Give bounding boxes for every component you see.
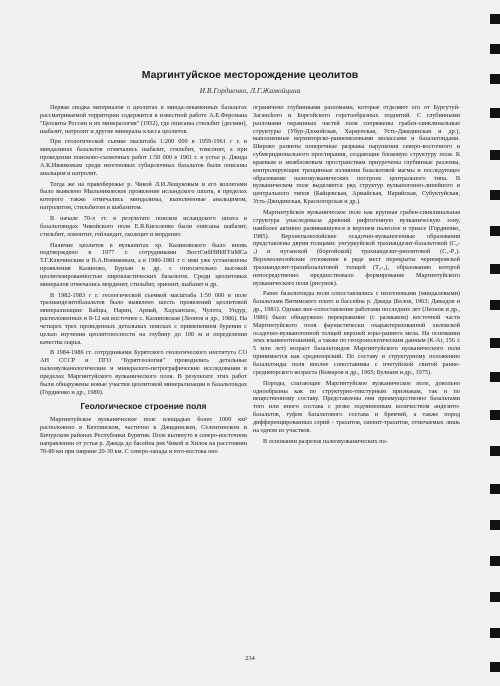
left-column [40,104,247,649]
paragraph: Тогда же на правобережье р. Чикой Л.И.Лещуковым и его коллегами было выявлено Мыльниковское проявление исландского шпата, в пределах которого также отмечались миндалины, выполненные анальцимом, натролитом, стильбитом и шабазитом. [40,180,247,212]
paragraph: Ранее базальтоиды поля сопоставлялись с неогеновыми (миндалевыми) базальтами Витимского плато и бассейна р. Джида (Белов, 1963; Давыдов и др., 1981). Однако вне-сопоставление работами последних лет (Леонов и др., 1986) было обнаружено перекрывание (с размывом) восточной части Маргинтуйского поля фаунистически охарактеризованной хилокской осадочно-вулканогенной толщей верхней юры-раннего мела. На основании этих взаимоотношений, а также по геохронологическим данным (K-Ar, 156 ± 5 млн лет) возраст базальтоидов Маргинтуйского вулканического поля принимается как среднеюрский. По составу и структурному положению базальтоиды поля вполне сопоставимы с ичетуйской свитой ранне-среднеюрского возраста (Комаров и др., 1965; Булнаев и др., 1975). [253,290,460,376]
paragraph: При геологической съемке масштаба 1:200 000 в 1959-1961 г г. в миндалинах базальтов отмечались шабазит, стильбит, томсонит, а при проведении поисково-съемочных работ 1:50 000 в 1961 г. в устье р. Джида А.К.Иванковым среди неогеновых субщелочных базальтов были описаны анальцим и натролит. [40,138,247,177]
article-authors: И.В.Гордиенко, Л.Г.Жамойцина [199,86,301,95]
paragraph: Маргинтуйское вулканическое поле площадью более 1000 км² расположено в Кяхтинском, частично в Джидинском, Селенгинском и Бичурском районах Республики Бурятия. Поле вытянуто в северо-восточном направлении от устья р. Джида до басейна рек Чикой и Хилок на расстоянии 70-80 км при ширине 20-30 км. С северо-запада и юго-востока оно [40,416,247,455]
edge-marks [488,0,500,686]
paragraph: Породы, слагающие Маргинтуйское вулканическое поле, довольно однообразны как по структурно-текстурным признакам, так и по вещественному составу. Представлены они преимущественно базальтами того или иного состава с резко подчиненным количеством андезито-базальтов, туфов базальтового состава и брекчий, а также пород дифференцированных серий - трахитов, сиенит-трахитов, отмечаемых лишь на одном из участков. [253,379,460,434]
section-heading: Геологическое строение поля [80,400,207,411]
paragraph: ограничено глубинными разломами, которые отделяют его от Бургутуй-Загансkого и Боргойского горстообразных поднятий. С глубинными разломами окраинных частей поля сопряжены грабен-синклинальные структуры (Убур-Дзокойская, Хараунская, Усть-Джидинская и др.), выполненные верхнеюрско-раннемеловыми молассами и базальтоидами. Широко развиты поперечные разрывы нарушения северо-восточного и субмеридионального простирания, создающие блоковую структуру поля. К краевым и межблоковым пространствам приурочены глубинные разломы, контролирующие трещинные излияния базальтовой магмы и последующее образование палеовулканических построек центрального типа. В вулканическом поле выделяется ряд структур вулканогенно-линейного и центрального типов (Байцевская, Армайская, Нарийская, Субуктуйская, Усть-Джидинская, Красногорская и др.). [253,104,460,206]
paragraph: В начале 70-х гг. в результате поисков исландского шпата в базальтовидах Чикойского поля Е.Я.Киселенко были описаны шабазит, стильбит, ломонтит, гейландит, сколецит и морденит. [40,214,247,238]
article-title: Маргинтуйское месторождение цеолитов [141,69,359,81]
paragraph: Первая сводка материалов о цеолитах в минда-лекаменных базальтах рассматриваемой территории содержится в известной работе А.Е.Ферсмана "Цеолиты России и их минералогия" (1952), где описаны стильбит (десмин), шабазит, натролит и другие минералы класса цеолитов. [40,104,247,135]
paragraph: В 1984-1986 гг. сотрудниками Бурятского геологического института СО АН СССР и ПГО "Бурятгеология" проводились детальные палеовулканологические и минералого-петрографические исследования в пределах Маргинтуйского вулканического поля. В результате этих работ были обнаружены новые участки цеолитовой минерализации в базальтоидах (Гордиенко и др., 1989). [40,349,247,396]
paragraph: Наличие цеолитов в вулканитах хр. Калиновского было вновь подтверждено в 1977 г. сотрудниками ВостСибНИИГГиМСа Т.Г.Ключинским и В.А.Новиковым, а в 1980-1981 г г. ими уже установлены проявления Калиново, Бурхан и др. с относительно высокой цеолитизированностью пирокластических базальтов. Среди цеолитовых минералов отмечались морденит, стильбит, эрионит, шабазит и др. [40,241,247,288]
paragraph: Маргинтуйское вулканическое поле как крупная грабен-синклинальная структура унаследовала древний рифтогенную вулканическую зону, наиболее активно развивавшуюся в верхнем палеозое и триасе (Гордиенко, 1985). Верхнепалеозойские осадочно-вулканогенные образования представлены двумя толщами: унгуркуйской трахиандезит-базальтовой (С₂-₃) и нуганской (боргойской) трахиандезит-риолитовой (С₃-Р₁). Верхнеолеозойские отложения в ряде мест перекрыты чернояровской трахиандезит-трахибазальтовой толщей (Т₂-₃), образованию которой непосредственно предшествовало формирование Маргинтуйского вулканического поля (рисунок). [253,208,460,287]
page-number: 234 [245,655,255,662]
right-column [253,104,460,649]
paragraph: В основании разрезов палеовулканических по- [263,437,388,445]
paragraph: В 1982-1983 г г. геологической съемкой масштаба 1:50 000 в поле трахиандезитобазальтов было выявлено шесть проявлений цеолитовой минерализации: Байцы, Нарин, Армай, Хадханское, Чулота, Ундур, расположенных в 8-12 км восточнее с. Калиновская (Леонов и др., 1986). На четырех трех проведенных детальных поисках с применением бурения с целью изучения цеолитоносности на глубину до 100 м и определения качества сырья. [40,291,247,346]
